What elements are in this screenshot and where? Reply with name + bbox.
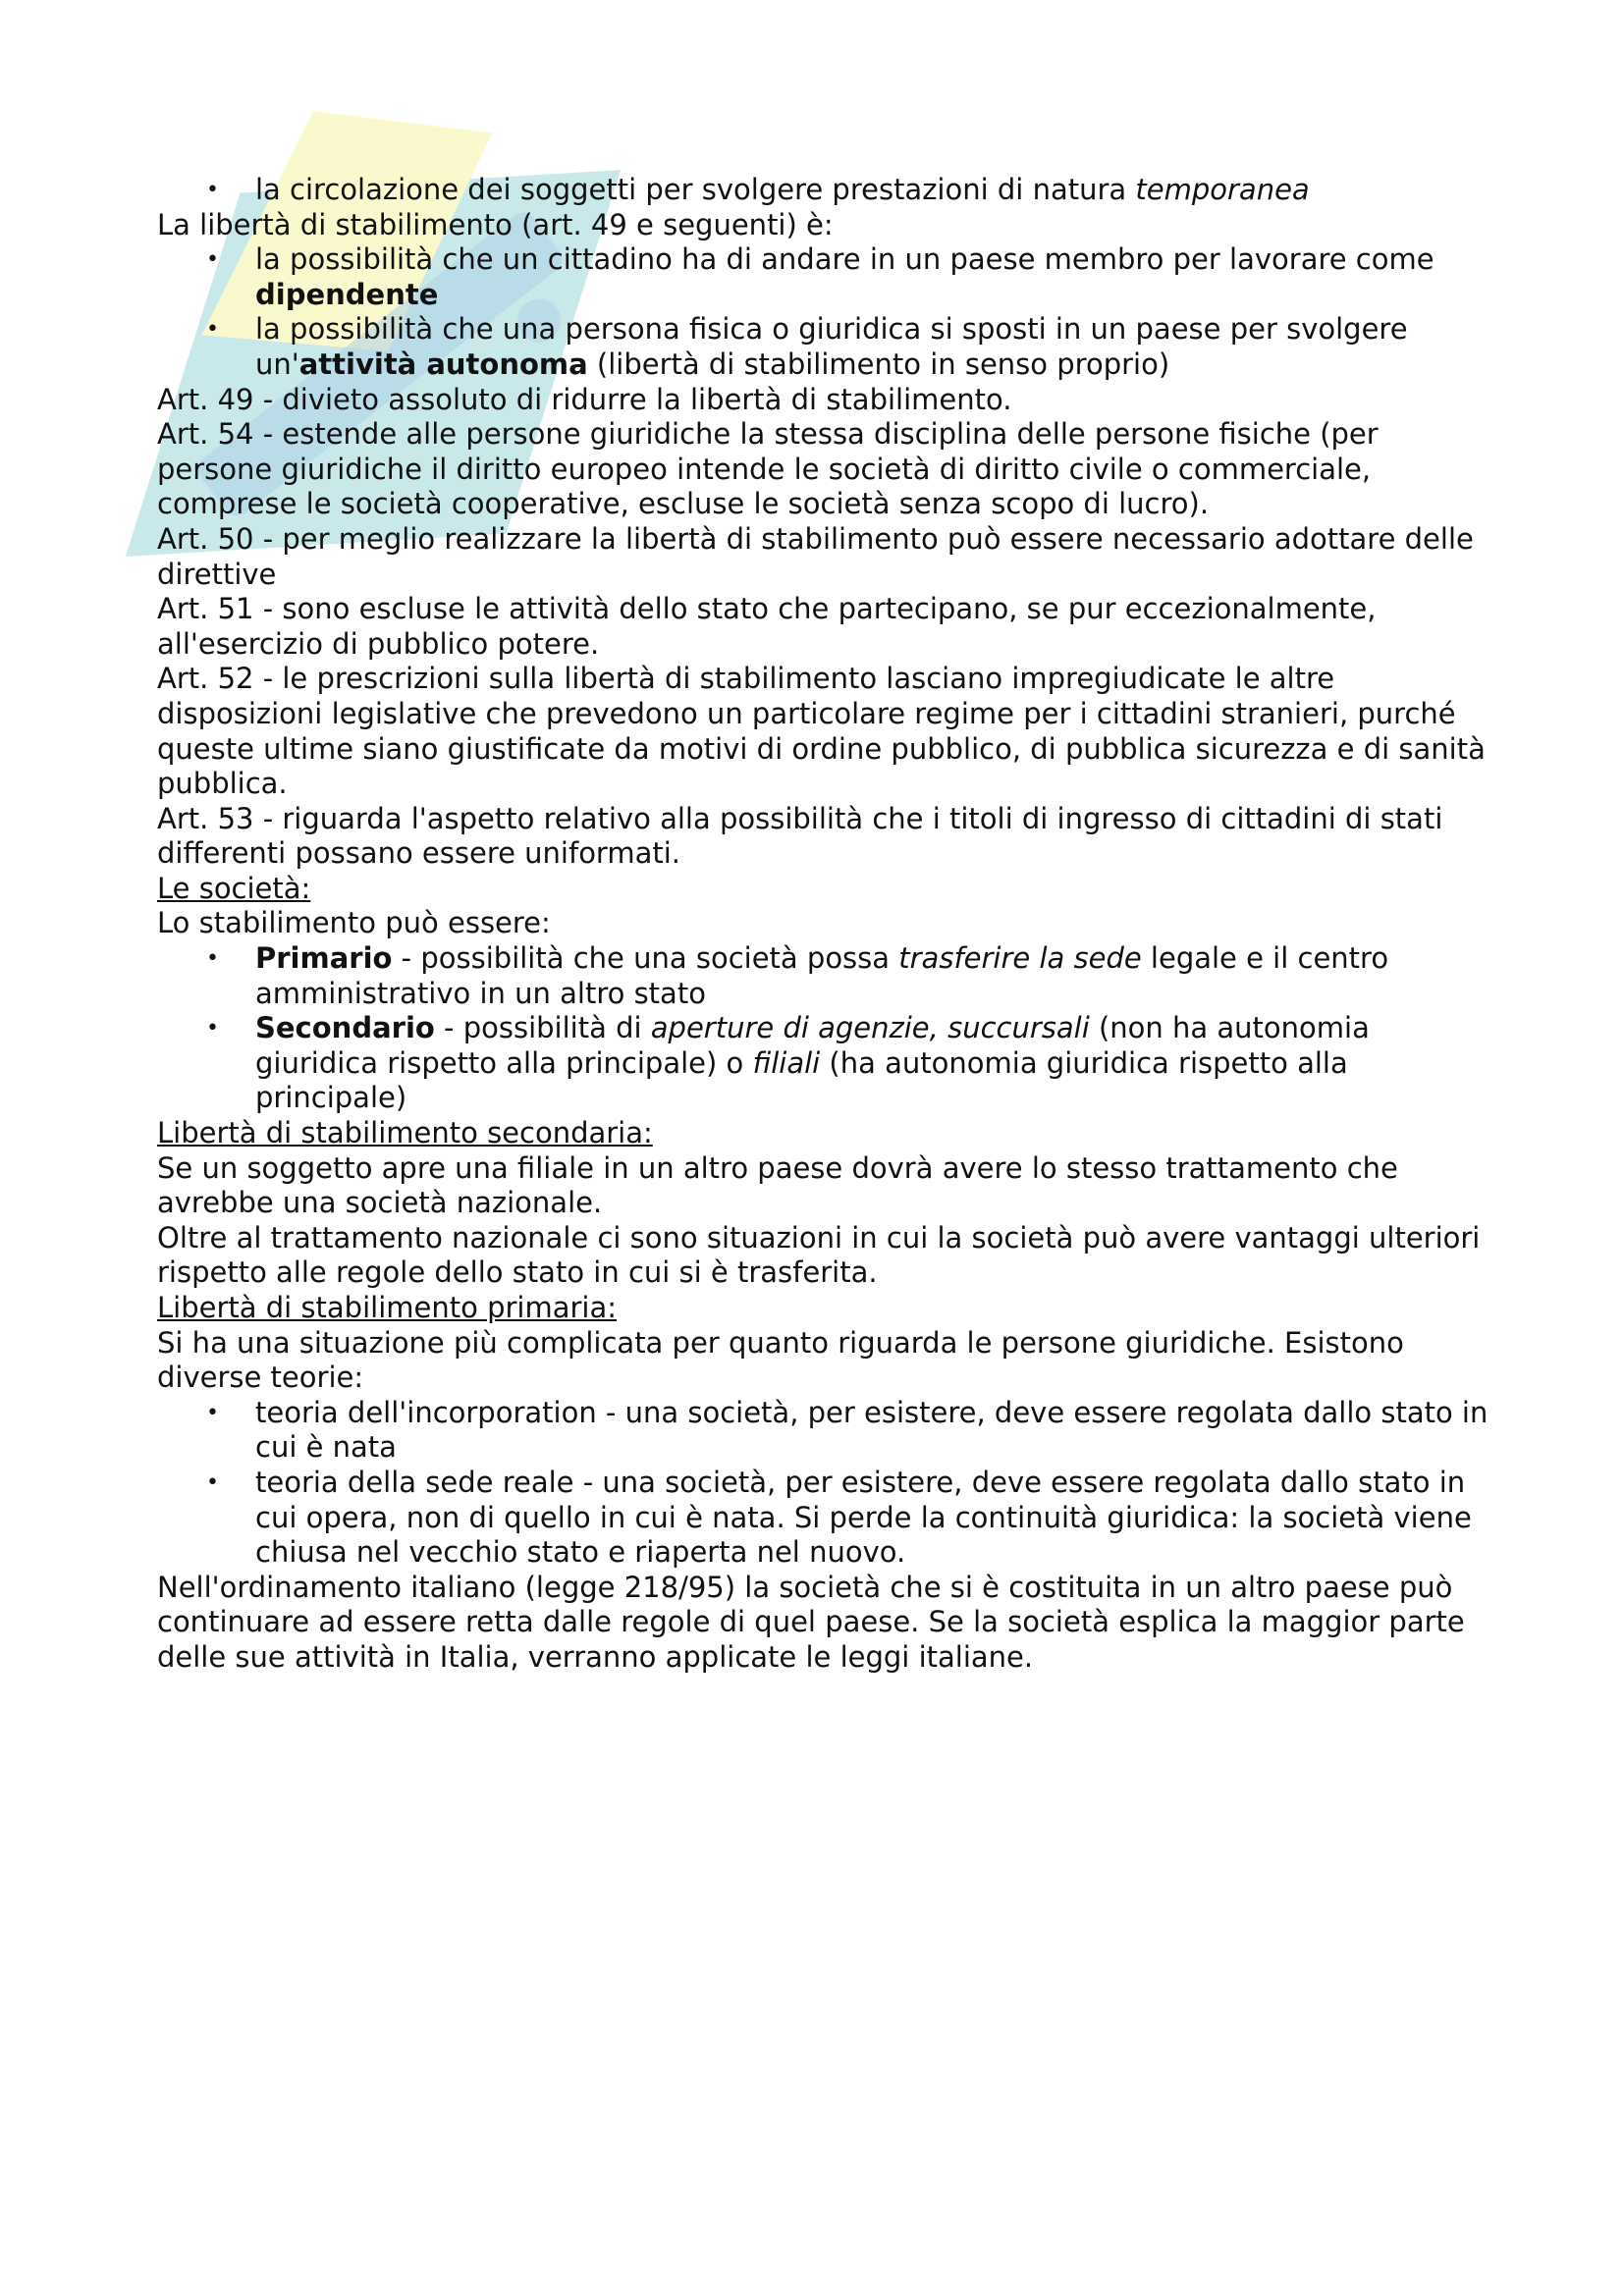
list-item: • Primario - possibilità che una società possa trasferire la sede legale e il centro amministrativo in un altro stato [157,941,1492,1011]
list-item: • teoria dell'incorporation - una società, per esistere, deve essere regolata dallo stato in cui è nata [157,1396,1492,1466]
article-53: Art. 53 - riguarda l'aspetto relativo alla possibilità che i titoli di ingresso di cittadini di stati differenti possano essere uniformati. [157,801,1443,871]
paragraph: La libertà di stabilimento (art. 49 e seguenti) è: [157,207,834,241]
article-52: Art. 52 - le prescrizioni sulla libertà di stabilimento lasciano impregiudicate le altre disposizioni legislative che prevedono un particolare regime per i cittadini stranieri, purché queste ultime siano giustificate da motivi di ordine pubblico, di pubblica sicurezza e di sanità pubblica. [157,662,1486,801]
paragraph: Si ha una situazione più complicata per quanto riguarda le persone giuridiche. Esistono diverse teorie: [157,1325,1404,1395]
list-item: • la circolazione dei soggetti per svolgere prestazioni di natura temporanea [157,173,1492,208]
bullet-list-4 [157,1396,1492,1571]
paragraph: Lo stabilimento può essere: [157,906,551,940]
heading-societa: Le società: [157,871,311,905]
paragraph: Oltre al trattamento nazionale ci sono situazioni in cui la società può avere vantaggi ulteriori rispetto alle regole dello stato in cui si è trasferita. [157,1220,1481,1290]
list-item: • la possibilità che un cittadino ha di andare in un paese membro per lavorare come dipendente [157,242,1492,312]
article-54: Art. 54 - estende alle persone giuridiche la stessa disciplina delle persone fisiche (per persone giuridiche il diritto europeo intende le società di diritto civile o commerciale, comprese le società cooperative, escluse le società senza scopo di lucro). [157,417,1379,521]
heading-primaria: Libertà di stabilimento primaria: [157,1291,617,1324]
paragraph: Se un soggetto apre una filiale in un altro paese dovrà avere lo stesso trattamento che avrebbe una società nazionale. [157,1150,1398,1220]
list-item: • Secondario - possibilità di aperture di agenzie, succursali (non ha autonomia giuridica rispetto alla principale) o filiali (ha autonomia giuridica rispetto alla principale) [157,1011,1492,1116]
article-49: Art. 49 - divieto assoluto di ridurre la libertà di stabilimento. [157,382,1012,416]
list-item: • la possibilità che una persona fisica o giuridica si sposti in un paese per svolgere un'attività autonoma (libertà di stabilimento in senso proprio) [157,312,1492,382]
bullet-list-1 [157,173,1492,208]
heading-secondaria: Libertà di stabilimento secondaria: [157,1116,653,1150]
bullet-list-3 [157,941,1492,1116]
article-50: Art. 50 - per meglio realizzare la libertà di stabilimento può essere necessario adottare delle direttive [157,521,1474,591]
bullet-list-2 [157,242,1492,382]
paragraph-final: Nell'ordinamento italiano (legge 218/95) la società che si è costituita in un altro paese può continuare ad essere retta dalle regole di quel paese. Se la società esplica la maggior parte delle sue attività in Italia, verranno applicate le leggi italiane. [157,1570,1465,1674]
list-item: • teoria della sede reale - una società, per esistere, deve essere regolata dallo stato in cui opera, non di quello in cui è nata. Si perde la continuità giuridica: la società viene chiusa nel vecchio stato e riaperta nel nuovo. [157,1466,1492,1571]
document-body [157,173,1492,1676]
article-51: Art. 51 - sono escluse le attività dello stato che partecipano, se pur eccezionalmente, all'esercizio di pubblico potere. [157,592,1377,661]
